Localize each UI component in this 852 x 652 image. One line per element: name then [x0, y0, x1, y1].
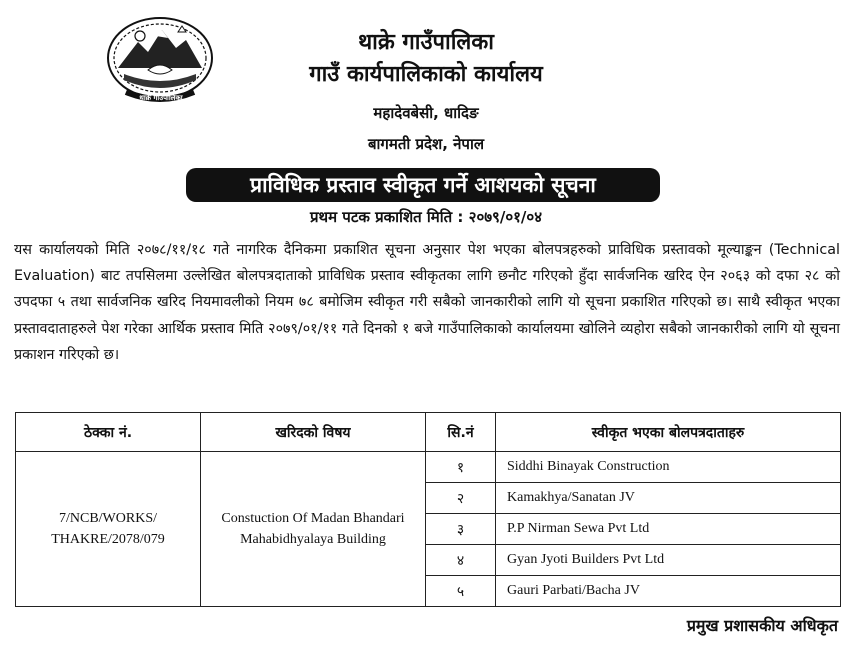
notice-paragraph: यस कार्यालयको मिति २०७८/११/१८ गते नागरिक दैनिकमा प्रकाशित सूचना अनुसार पेश भएका बोलपत्रहरुको प्राविधिक प्रस्तावको मूल्याङ्कन (Technical Evaluation) बाट तपसिलमा उल्लेखित बोलपत्रदाताको प्राविधिक प्रस्ताव स्वीकृतका लागि छनौट गरिएको हुँदा सार्वजनिक खरिद ऐन २०६३ को दफा २८ को उपदफा ५ तथा सार्वजनिक खरिद नियमावलीको नियम ७८ बमोजिम स्वीकृत गरी सबैको जानकारीको लागि यो सूचना प्रकाशित गरिएको छ। साथै स्वीकृत भएका प्रस्तावदाताहरुले पेश गरेका आर्थिक प्रस्ताव मिति २०७९/०१/११ गते दिनको १ बजे गाउँपालिकाको कार्यालयमा खोलिने व्यहोरा सबैको जानकारीको लागि यो सूचना प्रकाशन गरिएको छ। — [14, 242, 840, 363]
serial-number: ३ — [426, 514, 496, 545]
header-sn: सि.नं — [426, 413, 496, 452]
header-subject: खरिदको विषय — [201, 413, 426, 452]
emblem-caption: थाक्रे गाउँपालिका — [139, 94, 183, 102]
procurement-subject: Constuction Of Madan Bhandari Mahabidhyalaya Building — [201, 452, 426, 607]
serial-number: १ — [426, 452, 496, 483]
table-header-row — [16, 413, 841, 452]
bidder-name: Siddhi Binayak Construction — [496, 452, 841, 483]
first-published-date: प्रथम पटक प्रकाशित मिति : २०७९/०१/०४ — [309, 208, 543, 226]
serial-number: ५ — [426, 576, 496, 607]
letterhead — [0, 0, 852, 165]
header-bidders: स्वीकृत भएका बोलपत्रदाताहरु — [496, 413, 841, 452]
bidder-name: Gauri Parbati/Bacha JV — [496, 576, 841, 607]
approved-bidders-table — [15, 412, 841, 607]
bidder-name: P.P Nirman Sewa Pvt Ltd — [496, 514, 841, 545]
office-address: महादेवबेसी, धादिङ — [373, 104, 479, 122]
contract-number: 7/NCB/WORKS/ THAKRE/2078/079 — [16, 452, 201, 607]
serial-number: २ — [426, 483, 496, 514]
municipality-name: थाक्रे गाउँपालिका — [358, 30, 494, 55]
header-contract-no: ठेक्का नं. — [16, 413, 201, 452]
serial-number: ४ — [426, 545, 496, 576]
signoff-designation: प्रमुख प्रशासकीय अधिकृत — [686, 616, 838, 635]
province-line: बागमती प्रदेश, नेपाल — [367, 135, 485, 153]
notice-title: प्राविधिक प्रस्ताव स्वीकृत गर्ने आशयको सूचना — [186, 168, 660, 202]
office-name: गाउँ कार्यपालिकाको कार्यालय — [309, 62, 543, 87]
bidder-name: Gyan Jyoti Builders Pvt Ltd — [496, 545, 841, 576]
notice-body — [14, 237, 840, 368]
table-row — [16, 452, 841, 483]
bidder-name: Kamakhya/Sanatan JV — [496, 483, 841, 514]
